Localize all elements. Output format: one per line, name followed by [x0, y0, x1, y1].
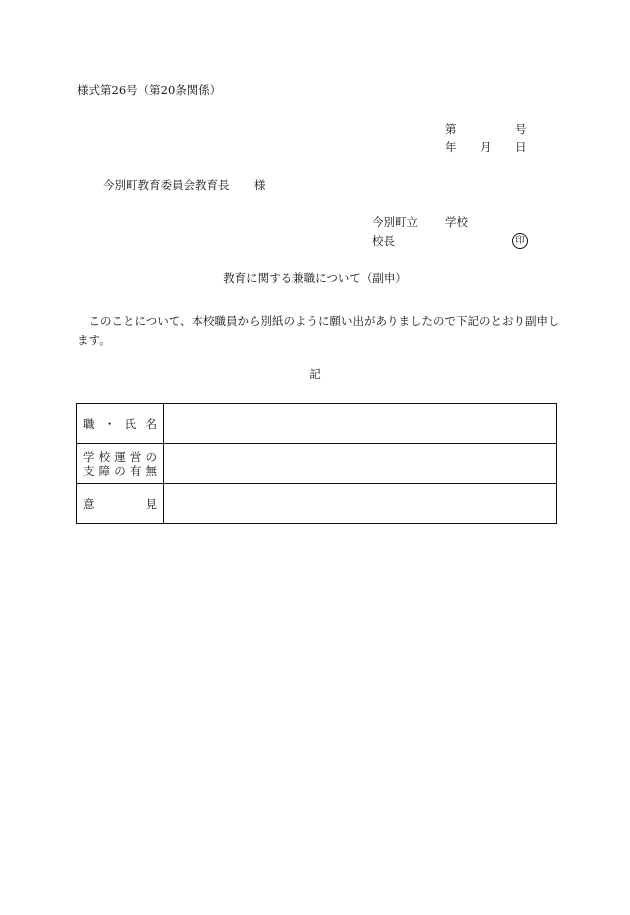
label-char: 運 [114, 449, 126, 464]
label-char: 意 [83, 496, 95, 511]
label-char: ・ [103, 416, 116, 431]
row-label-opinion [77, 484, 164, 524]
label-char: 無 [145, 463, 157, 478]
table-row [77, 484, 557, 524]
table-row [77, 404, 557, 444]
row-value-opinion[interactable] [164, 484, 557, 524]
label-char: 見 [145, 496, 157, 511]
form-number-label: 様式第26号（第20条関係） [77, 83, 222, 97]
document-number-suffix: 号 [515, 122, 527, 136]
sender-school: 学校 [445, 215, 468, 229]
table-row [77, 444, 557, 484]
label-char: 支 [83, 463, 95, 478]
label-char: 有 [129, 463, 142, 478]
label-char: 学 [83, 449, 95, 464]
label-char: の [114, 463, 126, 478]
addressee-honorific: 様 [254, 178, 266, 192]
row-label-impact [77, 444, 164, 484]
row-label-name [77, 404, 164, 444]
row-value-name[interactable] [164, 404, 557, 444]
document-title: 教育に関する兼職について（副申） [223, 271, 407, 285]
ki-heading: 記 [309, 367, 321, 381]
seal-mark [512, 233, 528, 249]
label-char: 職 [83, 416, 95, 431]
date-day-label: 日 [515, 140, 527, 154]
date-year-label: 年 [445, 140, 457, 154]
detail-table [76, 403, 557, 524]
sender-town: 今別町立 [372, 215, 418, 229]
label-char: 校 [98, 449, 111, 464]
addressee-name: 今別町教育委員会教育長 [103, 178, 230, 192]
body-paragraph: このことについて、本校職員から別紙のように願い出がありましたので下記のとおり副申します。 [77, 314, 560, 347]
label-char: の [145, 449, 157, 464]
label-char: 名 [145, 416, 157, 431]
date-month-label: 月 [480, 140, 492, 154]
label-char: 障 [98, 463, 111, 478]
seal-text: 印 [515, 235, 525, 246]
row-value-impact[interactable] [164, 444, 557, 484]
sender-principal: 校長 [372, 234, 395, 248]
label-char: 氏 [124, 416, 137, 431]
document-number-prefix: 第 [445, 122, 457, 136]
label-char: 営 [129, 449, 142, 464]
